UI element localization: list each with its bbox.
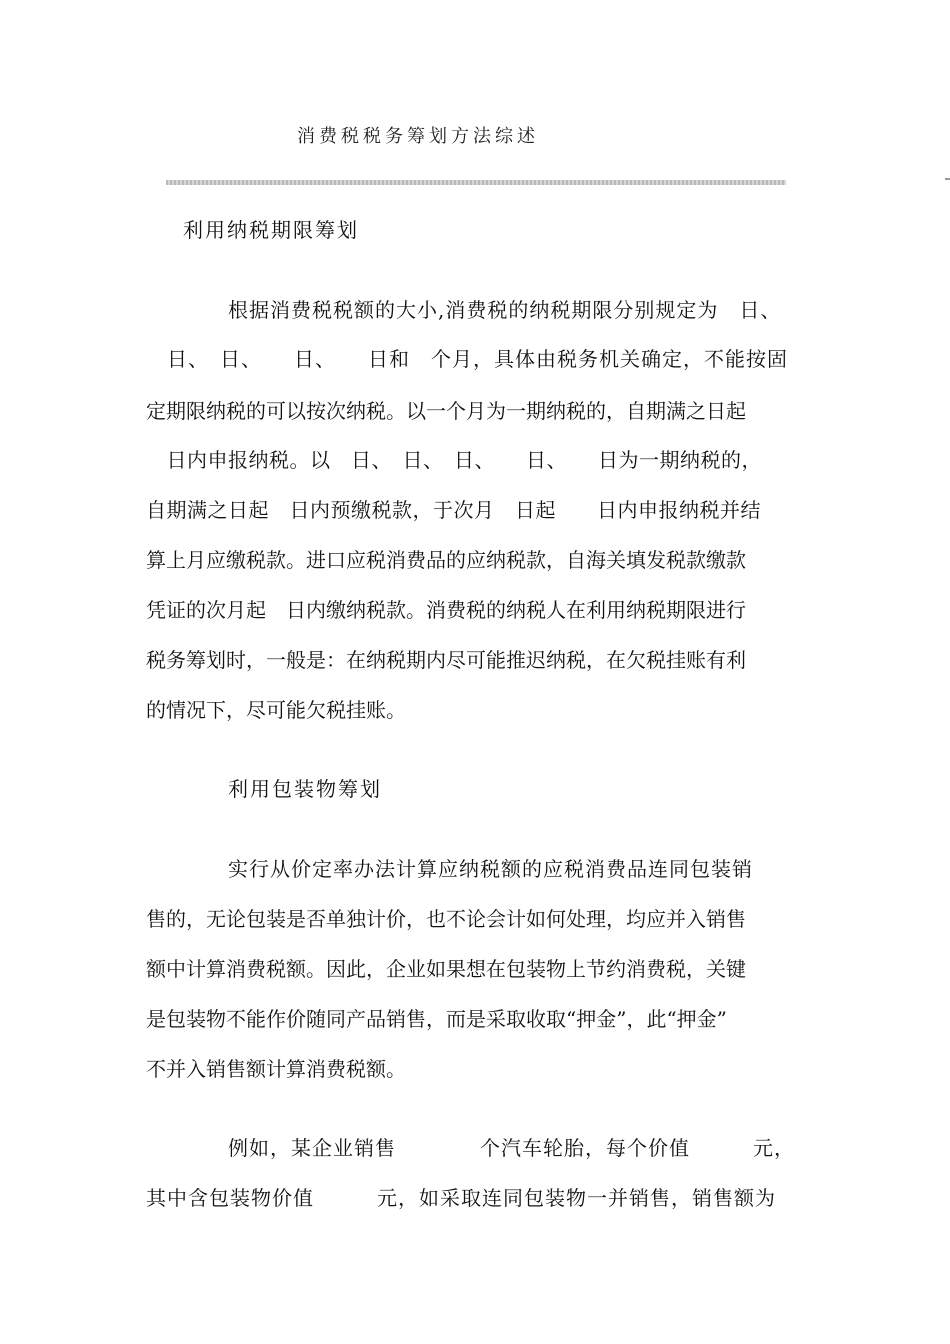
paragraph-line: 定期限纳税的可以按次纳税。以一个月为一期纳税的，自期满之日起 [146,399,746,423]
section-heading-tax-period: 利用纳税期限筹划 [183,218,359,242]
paragraph-line: 售的，无论包装是否单独计价，也不论会计如何处理，均应并入销售 [146,907,746,931]
paragraph-line: 日内申报纳税。以 日、 日、 日、 日、 日为一期纳税的， [146,448,762,472]
paragraph-line: 凭证的次月起 日内缴纳税款。消费税的纳税人在利用纳税期限进行 [146,598,746,622]
paragraph-line: 算上月应缴税款。进口应税消费品的应纳税款，自海关填发税款缴款 [146,548,746,572]
section-heading-packaging: 利用包装物筹划 [228,777,382,801]
paragraph-line: 根据消费税税额的大小,消费税的纳税期限分别规定为 日、 [228,298,782,322]
paragraph-line: 其中含包装物价值 元，如采取连同包装物一并销售，销售额为 [146,1186,776,1210]
paragraph-line: 额中计算消费税额。因此，企业如果想在包装物上节约消费税，关键 [146,957,746,981]
paragraph-line: 日、 日、 日、 日和 个月，具体由税务机关确定，不能按固 [146,347,788,371]
paragraph-line: 自期满之日起 日内预缴税款，于次月 日起 日内申报纳税并结 [146,498,761,522]
page-edge-mark [945,178,950,180]
paragraph-line: 税务筹划时，一般是：在纳税期内尽可能推迟纳税，在欠税挂账有利 [146,648,746,672]
paragraph-line: 例如，某企业销售 个汽车轮胎，每个价值 元， [228,1136,795,1160]
header-rule [166,180,786,185]
paragraph-line: 实行从价定率办法计算应纳税额的应税消费品连同包装销 [228,857,753,881]
paragraph-line: 不并入销售额计算消费税额。 [146,1057,406,1081]
paragraph-line: 的情况下，尽可能欠税挂账。 [146,698,406,722]
paragraph-line: 是包装物不能作价随同产品销售，而是采取收取“押金”，此“押金” [146,1007,727,1031]
document-title: 消费税税务筹划方法综述 [297,126,539,147]
